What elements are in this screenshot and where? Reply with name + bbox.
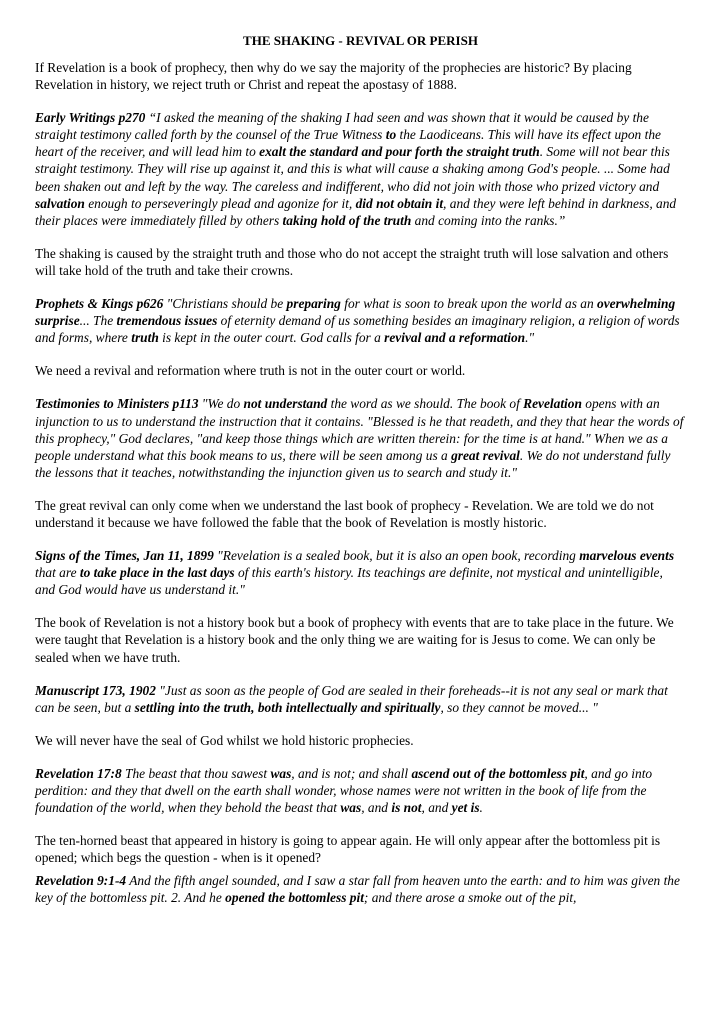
body-paragraph	[35, 362, 686, 379]
emphasis-text: Revelation	[523, 396, 582, 412]
paragraph-text: that are	[35, 565, 80, 581]
emphasis-text: Revelation 9:1-4	[35, 873, 127, 889]
emphasis-text: preparing	[286, 296, 341, 312]
emphasis-text: taking hold of the truth	[282, 212, 412, 228]
paragraph-text: , and	[421, 800, 452, 816]
paragraph-text: "Just as soon as the people of God are sealed in their foreheads--it is not any seal or mark that can be seen, but a	[35, 682, 668, 715]
quote-paragraph	[35, 109, 686, 229]
paragraph-text: and coming into the ranks.”	[411, 212, 566, 228]
paragraph-text: ."	[525, 330, 535, 346]
emphasis-text: great revival	[451, 447, 520, 463]
paragraph-text: , and go into perdition: and they that dwell on the earth shall wonder, whose names were not written in the book of life from the foundation of the world, when they behold the beast that	[35, 765, 653, 816]
paragraph-text: "We do	[198, 396, 244, 412]
emphasis-text: tremendous issues	[116, 313, 218, 329]
paragraph-text: opens with an injunction to us to understand the instruction that it contains. "Blessed is he that readeth, and they that hear the words of this prophecy," God declares, "and keep those things which are written therein: for the time is at hand." When we as a people understand what this book means to us, there will be seen among us a	[35, 396, 684, 463]
emphasis-text: not understand	[243, 396, 328, 412]
quote-paragraph	[35, 872, 686, 906]
emphasis-text: revival and a reformation	[384, 330, 526, 346]
emphasis-text: was	[270, 765, 292, 781]
emphasis-text: Early Writings p270	[35, 110, 146, 126]
body-paragraph	[35, 245, 686, 279]
paragraph-text: . We do not understand fully the lessons that it teaches, notwithstanding the injunction given us to search and study it."	[35, 447, 671, 480]
paragraph-text: "Christians should be	[163, 296, 287, 312]
paragraph-text: "Revelation is a sealed book, but it is also an open book, recording	[213, 548, 580, 564]
paragraph-text: We will never have the seal of God whilst we hold historic prophecies.	[35, 732, 414, 748]
document-title: THE SHAKING - REVIVAL OR PERISH	[243, 33, 478, 48]
emphasis-text: ascend out of the bottomless pit	[411, 765, 585, 781]
emphasis-text: opened the bottomless pit	[225, 890, 364, 906]
paragraph-text: is kept in the outer court. God calls for a	[158, 330, 385, 346]
quote-paragraph	[35, 547, 686, 598]
emphasis-text: Prophets & Kings p626	[35, 296, 164, 312]
paragraph-text: ... The	[79, 313, 117, 329]
emphasis-text: Testimonies to Ministers p113	[35, 396, 199, 412]
paragraph-text: .	[479, 800, 483, 816]
document-body	[35, 59, 686, 907]
quote-paragraph	[35, 395, 686, 480]
paragraph-text: , so they cannot be moved... "	[440, 699, 598, 715]
quote-paragraph	[35, 295, 686, 346]
emphasis-text: did not obtain it	[355, 195, 444, 211]
emphasis-text: to take place in the last days	[79, 565, 235, 581]
paragraph-text: . Some will not bear this straight testimony. They will rise up against it, and this is what will cause a shaking among God's people. ... Some had been shaken out and left by the way. The careless and indifferent, who did not join with those who prized victory and	[35, 144, 670, 194]
paragraph-text: , and	[361, 800, 392, 816]
paragraph-text: And the fifth angel sounded, and I saw a star fall from heaven unto the earth: and to him was given the key of the bottomless pit. 2. And he	[35, 873, 680, 906]
paragraph-text: , and they were left behind in darkness, and their places were immediately filled by others	[35, 195, 677, 228]
paragraph-text: the word as we should. The book of	[327, 396, 524, 412]
paragraph-text: , and is not; and shall	[291, 765, 412, 781]
paragraph-text: ; and there arose a smoke out of the pit,	[363, 890, 577, 906]
body-paragraph	[35, 832, 686, 866]
paragraph-text: We need a revival and reformation where truth is not in the outer court or world.	[35, 363, 466, 379]
paragraph-text: The shaking is caused by the straight truth and those who do not accept the straight truth will lose salvation and others will take hold of the truth and take their crowns.	[35, 245, 669, 278]
paragraph-text: The beast that thou sawest	[121, 765, 271, 781]
body-paragraph	[35, 497, 686, 531]
emphasis-text: overwhelming surprise	[35, 296, 676, 329]
body-paragraph	[35, 732, 686, 749]
quote-paragraph	[35, 682, 686, 716]
paragraph-text: enough to perseveringly plead and agonize for it,	[84, 195, 356, 211]
emphasis-text: Manuscript 173, 1902	[35, 682, 156, 698]
emphasis-text: to	[385, 127, 397, 143]
emphasis-text: truth	[131, 330, 159, 346]
emphasis-text: marvelous events	[579, 548, 675, 564]
emphasis-text: Signs of the Times, Jan 11, 1899	[35, 548, 214, 564]
body-paragraph	[35, 59, 686, 93]
emphasis-text: yet is	[451, 800, 480, 816]
emphasis-text: exalt the standard and pour forth the straight truth	[259, 144, 540, 160]
emphasis-text: Revelation 17:8	[35, 765, 122, 781]
paragraph-text: “I asked the meaning of the shaking I had seen and was shown that it would be caused by the straight testimony called forth by the counsel of the True Witness	[35, 110, 649, 143]
emphasis-text: salvation	[35, 195, 85, 211]
paragraph-text: of this earth's history. Its teachings are definite, not mystical and unintelligible, and God would have us understand it."	[35, 565, 663, 598]
emphasis-text: is not	[391, 800, 422, 816]
paragraph-text: for what is soon to break upon the world as an	[340, 296, 598, 312]
paragraph-text: The ten-horned beast that appeared in history is going to appear again. He will only appear after the bottomless pit is opened; which begs the question - when is it opened?	[35, 833, 661, 866]
quote-paragraph	[35, 765, 686, 816]
body-paragraph	[35, 614, 686, 665]
paragraph-text: If Revelation is a book of prophecy, then why do we say the majority of the prophecies are historic? By placing Revelation in history, we reject truth or Christ and repeat the apostasy of 1888.	[35, 60, 632, 93]
paragraph-text: The great revival can only come when we understand the last book of prophecy - Revelation. We are told we do not understand it because we have followed the fable that the book of Revelation is mostly historic.	[35, 497, 654, 530]
paragraph-text: of eternity demand of us something besides an imaginary religion, a religion of words and forms, where	[35, 313, 680, 346]
emphasis-text: settling into the truth, both intellectually and spiritually	[134, 699, 441, 715]
emphasis-text: was	[340, 800, 362, 816]
paragraph-text: the Laodiceans. This will have its effect upon the heart of the receiver, and will lead him to	[35, 127, 661, 160]
paragraph-text: The book of Revelation is not a history book but a book of prophecy with events that are to take place in the future. We were taught that Revelation is a history book and the only thing we are waiting for is Jesus to come. We can only be sealed when we have truth.	[35, 615, 674, 665]
